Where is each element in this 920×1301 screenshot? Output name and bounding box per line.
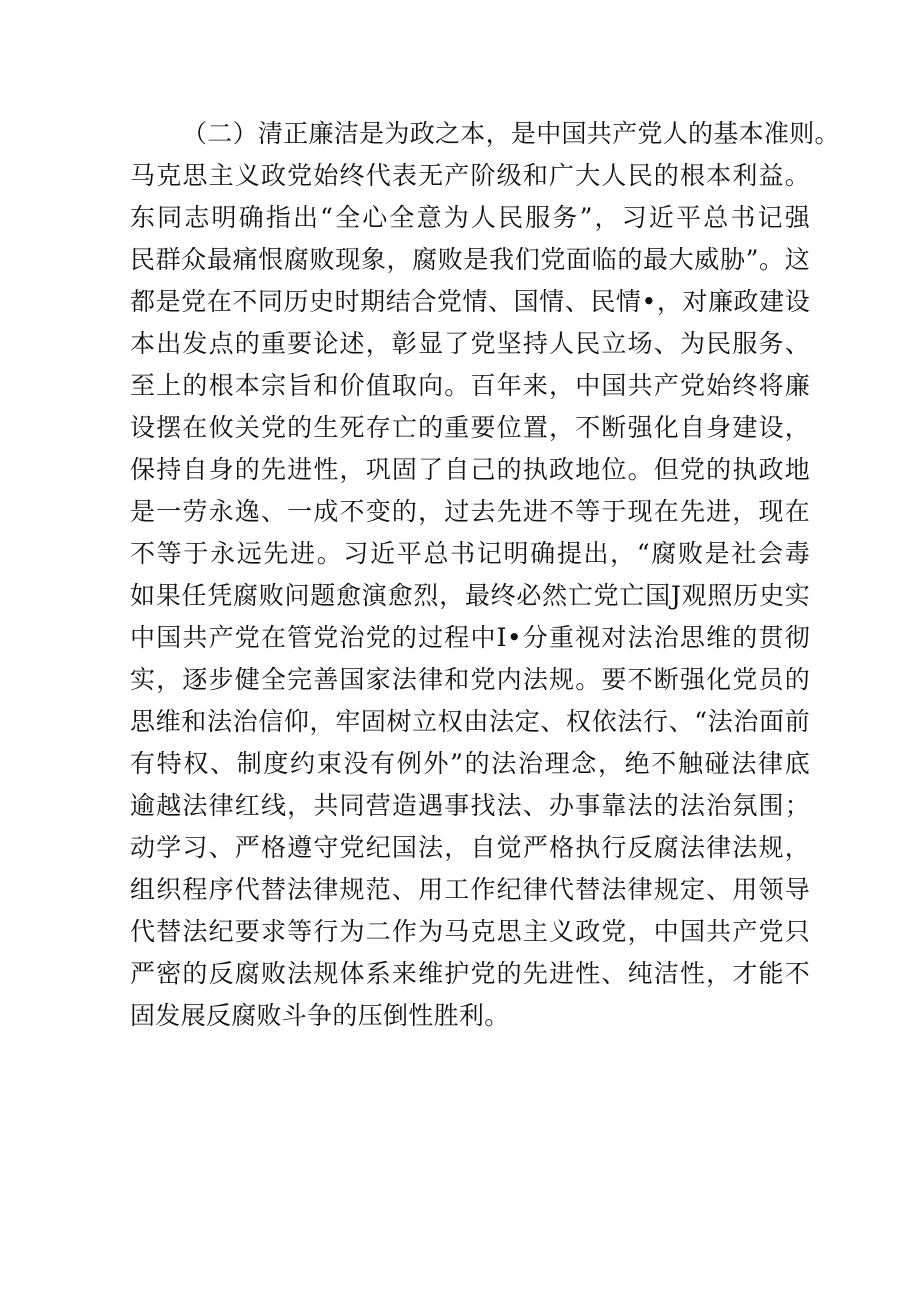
paragraph-line: 代替法纪要求等行为二作为马克思主义政党，中国共产党只 (130, 917, 810, 946)
paragraph-line: 保持自身的先进性，巩固了自己的执政地位。但党的执政地 (130, 455, 810, 484)
paragraph-line: 动学习、严格遵守党纪国法，自觉严格执行反腐法律法规， (130, 833, 810, 862)
paragraph-line: 东同志明确指出“全心全意为人民服务”，习近平总书记强 (130, 203, 810, 232)
paragraph-line: 本出发点的重要论述，彰显了党坚持人民立场、为民服务、 (130, 329, 810, 358)
paragraph-line: 实，逐步健全完善国家法律和党内法规。要不断强化党员的 (130, 665, 810, 694)
paragraph-line: 至上的根本宗旨和价值取向。百年来，中国共产党始终将廉 (130, 371, 810, 400)
paragraph-line: 逾越法律红线，共同营造遇事找法、办事靠法的法治氛围； (130, 791, 810, 820)
paragraph-line: （二）清正廉洁是为政之本，是中国共产党人的基本准则。 (182, 119, 840, 148)
paragraph-line: 思维和法治信仰，牢固树立权由法定、权依法行、“法治面前 (130, 707, 810, 736)
paragraph-line: 设摆在攸关党的生死存亡的重要位置，不断强化自身建设， (130, 413, 810, 442)
paragraph-line: 有特权、制度约束没有例外”的法治理念，绝不触碰法律底 (130, 749, 810, 778)
body-paragraph (130, 113, 840, 1037)
paragraph-line: 固发展反腐败斗争的压倒性胜利。 (130, 1001, 510, 1030)
paragraph-line: 严密的反腐败法规体系来维护党的先进性、纯洁性，才能不 (130, 959, 810, 988)
paragraph-line: 不等于永远先进。习近平总书记明确提出，“腐败是社会毒 (130, 539, 810, 568)
paragraph-line: 马克思主义政党始终代表无产阶级和广大人民的根本利益。 (130, 161, 810, 190)
paragraph-line: 组织程序代替法律规范、用工作纪律代替法律规定、用领导 (130, 875, 810, 904)
paragraph-line: 都是党在不同历史时期结合党情、国情、民情•，对廉政建设 (130, 287, 810, 316)
paragraph-line: 如果任凭腐败问题愈演愈烈，最终必然亡党亡国J观照历史实 (130, 581, 810, 610)
paragraph-line: 中国共产党在管党治党的过程中I•分重视对法治思维的贯彻 (130, 623, 810, 652)
paragraph-line: 民群众最痛恨腐败现象，腐败是我们党面临的最大威胁”。这 (130, 245, 810, 274)
paragraph-line: 是一劳永逸、一成不变的，过去先进不等于现在先进，现在 (130, 497, 810, 526)
